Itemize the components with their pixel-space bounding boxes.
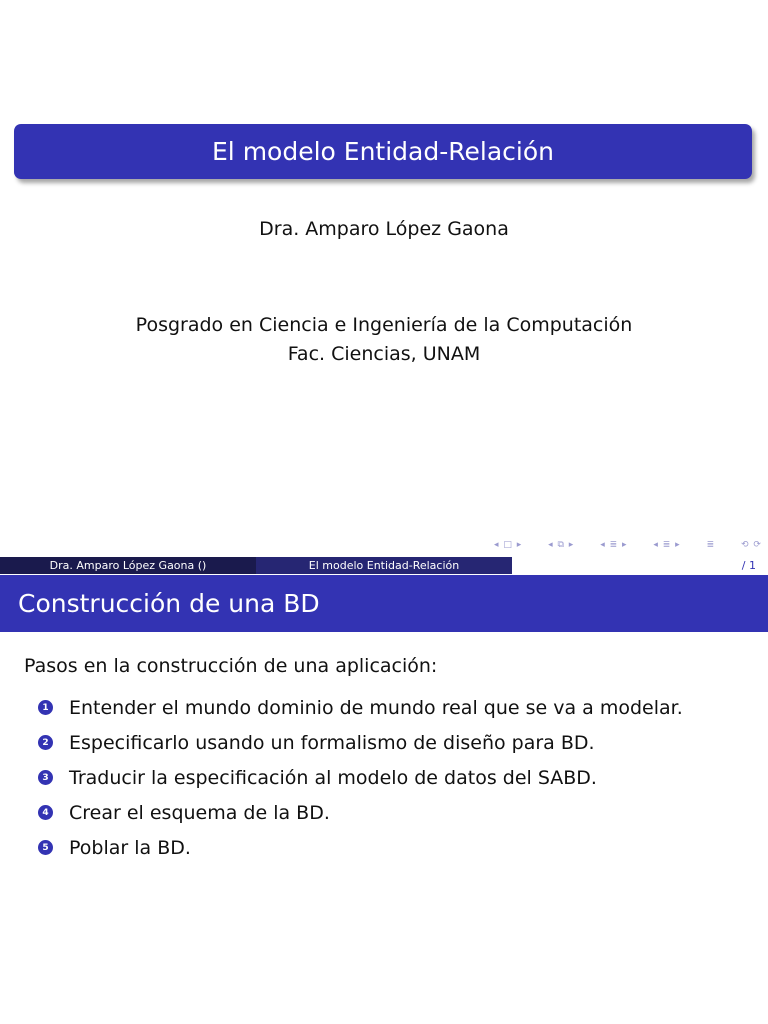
institute-block: [0, 311, 768, 369]
author-name: Dra. Amparo López Gaona: [259, 218, 509, 240]
steps-intro: Pasos en la construcción de una aplicación:: [24, 655, 438, 677]
nav-frame-icon[interactable]: ◂ □ ▸: [494, 540, 523, 550]
steps-list: [38, 690, 683, 865]
step-text: Especificarlo usando un formalismo de diseño para BD.: [69, 731, 595, 754]
list-item: [38, 830, 683, 865]
institute-line-1: Posgrado en Ciencia e Ingeniería de la Computación: [135, 314, 633, 336]
nav-search-icon[interactable]: ⟲ ⟳: [741, 540, 762, 550]
footline-page-number: [512, 557, 768, 574]
list-item: [38, 760, 683, 795]
step-text: Entender el mundo dominio de mundo real que se va a modelar.: [69, 696, 683, 719]
frame-title-bar: [0, 575, 768, 632]
presentation-title-box: [14, 124, 752, 179]
footline-page-text: / 1: [741, 559, 756, 572]
step-text: Traducir la especificación al modelo de datos del SABD.: [69, 766, 597, 789]
list-item: [38, 690, 683, 725]
list-item: [38, 725, 683, 760]
footline-author: [0, 557, 256, 574]
nav-document-icon[interactable]: ◂ ≣ ▸: [653, 540, 681, 550]
list-item: [38, 795, 683, 830]
step-text: Poblar la BD.: [69, 836, 191, 859]
beamer-navigation-bar: [494, 538, 762, 552]
step-number-badge: 5: [38, 840, 53, 855]
footline: [0, 557, 768, 574]
institute-line-2: Fac. Ciencias, UNAM: [287, 343, 481, 365]
nav-subsection-icon[interactable]: ◂ ⧉ ▸: [548, 540, 575, 550]
nav-section-icon[interactable]: ◂ ≣ ▸: [600, 540, 628, 550]
footline-title-text: El modelo Entidad-Relación: [308, 559, 460, 572]
step-number-badge: 3: [38, 770, 53, 785]
presentation-title: El modelo Entidad-Relación: [212, 137, 554, 166]
footline-author-text: Dra. Amparo López Gaona (): [49, 559, 207, 572]
frame-title: Construcción de una BD: [18, 589, 320, 618]
step-number-badge: 2: [38, 735, 53, 750]
step-number-badge: 1: [38, 700, 53, 715]
step-number-badge: 4: [38, 805, 53, 820]
step-text: Crear el esquema de la BD.: [69, 801, 330, 824]
nav-appendix-icon[interactable]: ≣: [706, 540, 716, 550]
footline-title: [256, 557, 512, 574]
